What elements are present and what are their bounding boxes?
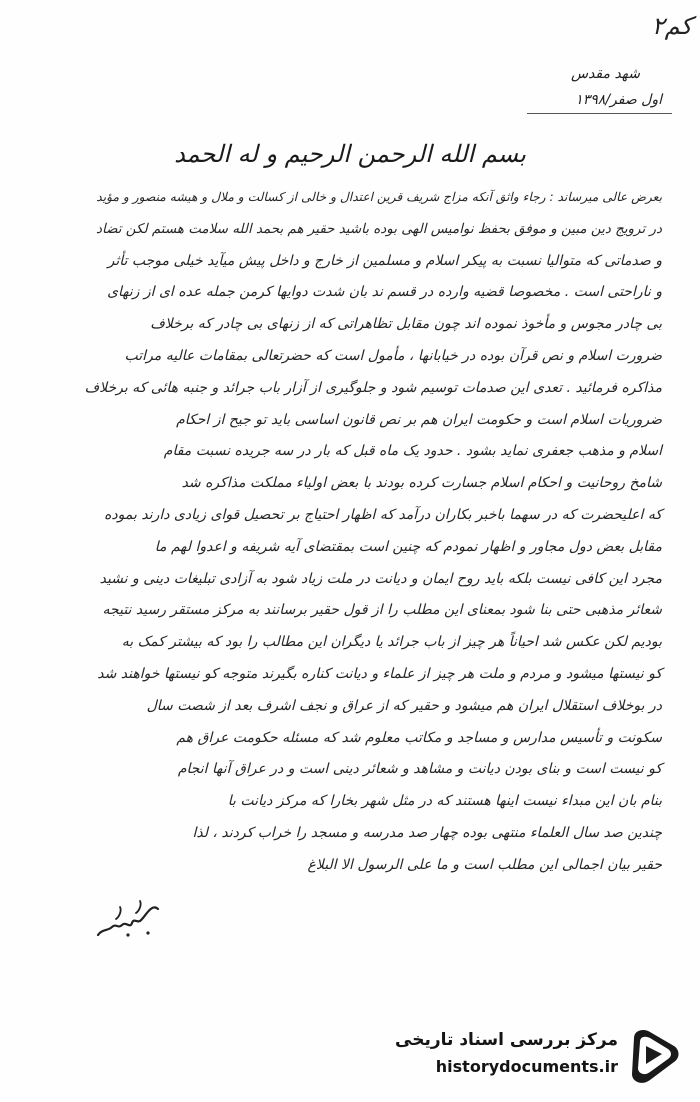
document-header bbox=[502, 12, 692, 112]
letter-line: و صدماتی که متوالیا نسبت به پیکر اسلام و مسلمین از خارج و داخل پیش میآید خیلی موجب تأثر bbox=[107, 252, 662, 269]
signature-drawing bbox=[92, 895, 162, 945]
document-date: اول صفر/۱۳۹۸ bbox=[575, 92, 662, 108]
archive-url: historydocuments.ir bbox=[435, 1057, 618, 1076]
letter-line: بنام بان این مبداء نیست اینها هستند که در مثل شهر بخارا که مرکز دیانت با bbox=[227, 793, 662, 810]
archive-watermark bbox=[395, 1024, 682, 1090]
letter-line: ضرورت اسلام و نص قرآن بوده در خیابانها ، مأمول است که حضرتعالی بمقامات عالیه مراتب bbox=[124, 347, 662, 364]
archive-label: شهد مقدس bbox=[570, 66, 640, 82]
letter-line: بعرض عالی میرساند : رجاء واثق آنکه مزاج شریف قرین اعتدال و خالی از کسالت و ملال و هیشه منصور و مؤید bbox=[96, 190, 662, 204]
page-number: ۲کم bbox=[651, 12, 692, 40]
letter-line: شامخ روحانیت و احکام اسلام جسارت کرده بودند با بعض اولیاء مملکت مذاکره شد bbox=[181, 475, 662, 492]
letter-line: و ناراحتی است . مخصوصا قضیه وارده در قسم ند بان شدت دوایها کرمن جمله عده ای از زنهای bbox=[107, 284, 662, 301]
letter-line: حقیر بیان اجمالی این مطلب است و ما علی الرسول الا البلاغ bbox=[307, 856, 662, 873]
letter-line: بی چادر مجوس و مأخوذ نموده اند چون مقابل تظاهراتی که از زنهای بی چادر که برخلاف bbox=[150, 316, 662, 333]
letter-line: کو نیست است و بنای بودن دیانت و مشاهد و شعائر دینی است و در عراق آنها انجام bbox=[177, 761, 662, 778]
letter-line: اسلام و مذهب جعفری نماید بشود . حدود یک ماه قبل که بار در سه جریده نسبت مقام bbox=[163, 443, 662, 460]
letter-body bbox=[84, 182, 662, 882]
letter-line: مقابل بعض دول مجاور و اظهار نمودم که چنین است بمقتضای آیه شریفه و اعدوا لهم ما bbox=[154, 538, 662, 555]
scroll-logo-icon bbox=[626, 1024, 682, 1088]
letter-line: چندین صد سال العلماء منتهی بوده چهار صد مدرسه و مسجد را خراب کردند ، لذا bbox=[192, 824, 662, 841]
letter-line: کو نیستها میشود و مردم و ملت هر چیز از علماء و دیانت کناره بگیرند متوجه کو نیستها خواهند شد bbox=[97, 665, 662, 682]
archive-name: مرکز بررسی اسناد تاریخی bbox=[395, 1030, 618, 1050]
date-underline bbox=[527, 113, 672, 114]
basmala-heading: بسم الله الرحمن الرحیم و له الحمد bbox=[174, 140, 526, 168]
letter-line: بودیم لکن عکس شد احیاناً هر چیز از باب جرائد یا دیگران این مطالب را بود که بیشتر کمک به bbox=[121, 634, 662, 651]
letter-line: سکونت و تأسیس مدارس و مساجد و مکاتب معلوم شد که مسئله حکومت عراق هم bbox=[176, 729, 662, 746]
letter-line: که اعلیحضرت که در سهما باخبر بکاران درآمد که اظهار احتیاج بر تحصیل قوای زیادی دارند بموده bbox=[104, 506, 662, 523]
letter-line: مذاکره فرمائید . تعدی این صدمات توسیم شود و جلوگیری از آزار باب جرائد و جنبه هائی که برخلاف bbox=[84, 379, 662, 396]
letter-line: مجرد این کافی نیست بلکه باید روح ایمان و دیانت در ملت زیاد شود به آزادی تبلیغات دینی و نشید bbox=[99, 570, 662, 587]
letter-line: ضروریات اسلام است و حکومت ایران هم بر نص قانون اساسی باید تو جیح از احکام bbox=[176, 411, 662, 428]
letter-line: شعائر مذهبی حتی بنا شود بمعنای این مطلب را از قول حقیر برسانند به مرکز مستقر رسید نتیجه bbox=[102, 602, 662, 619]
letter-line: در بوخلاف استقلال ایران هم میشود و حقیر که از عراق و نجف اشرف بعد از شصت سال bbox=[146, 697, 662, 714]
signature-mark bbox=[92, 895, 162, 945]
letter-line: در ترویج دین مبین و موفق بحفظ نوامیس الهی بوده باشید حقیر هم بحمد الله سلامت هستم لکن تضاد bbox=[96, 221, 662, 237]
